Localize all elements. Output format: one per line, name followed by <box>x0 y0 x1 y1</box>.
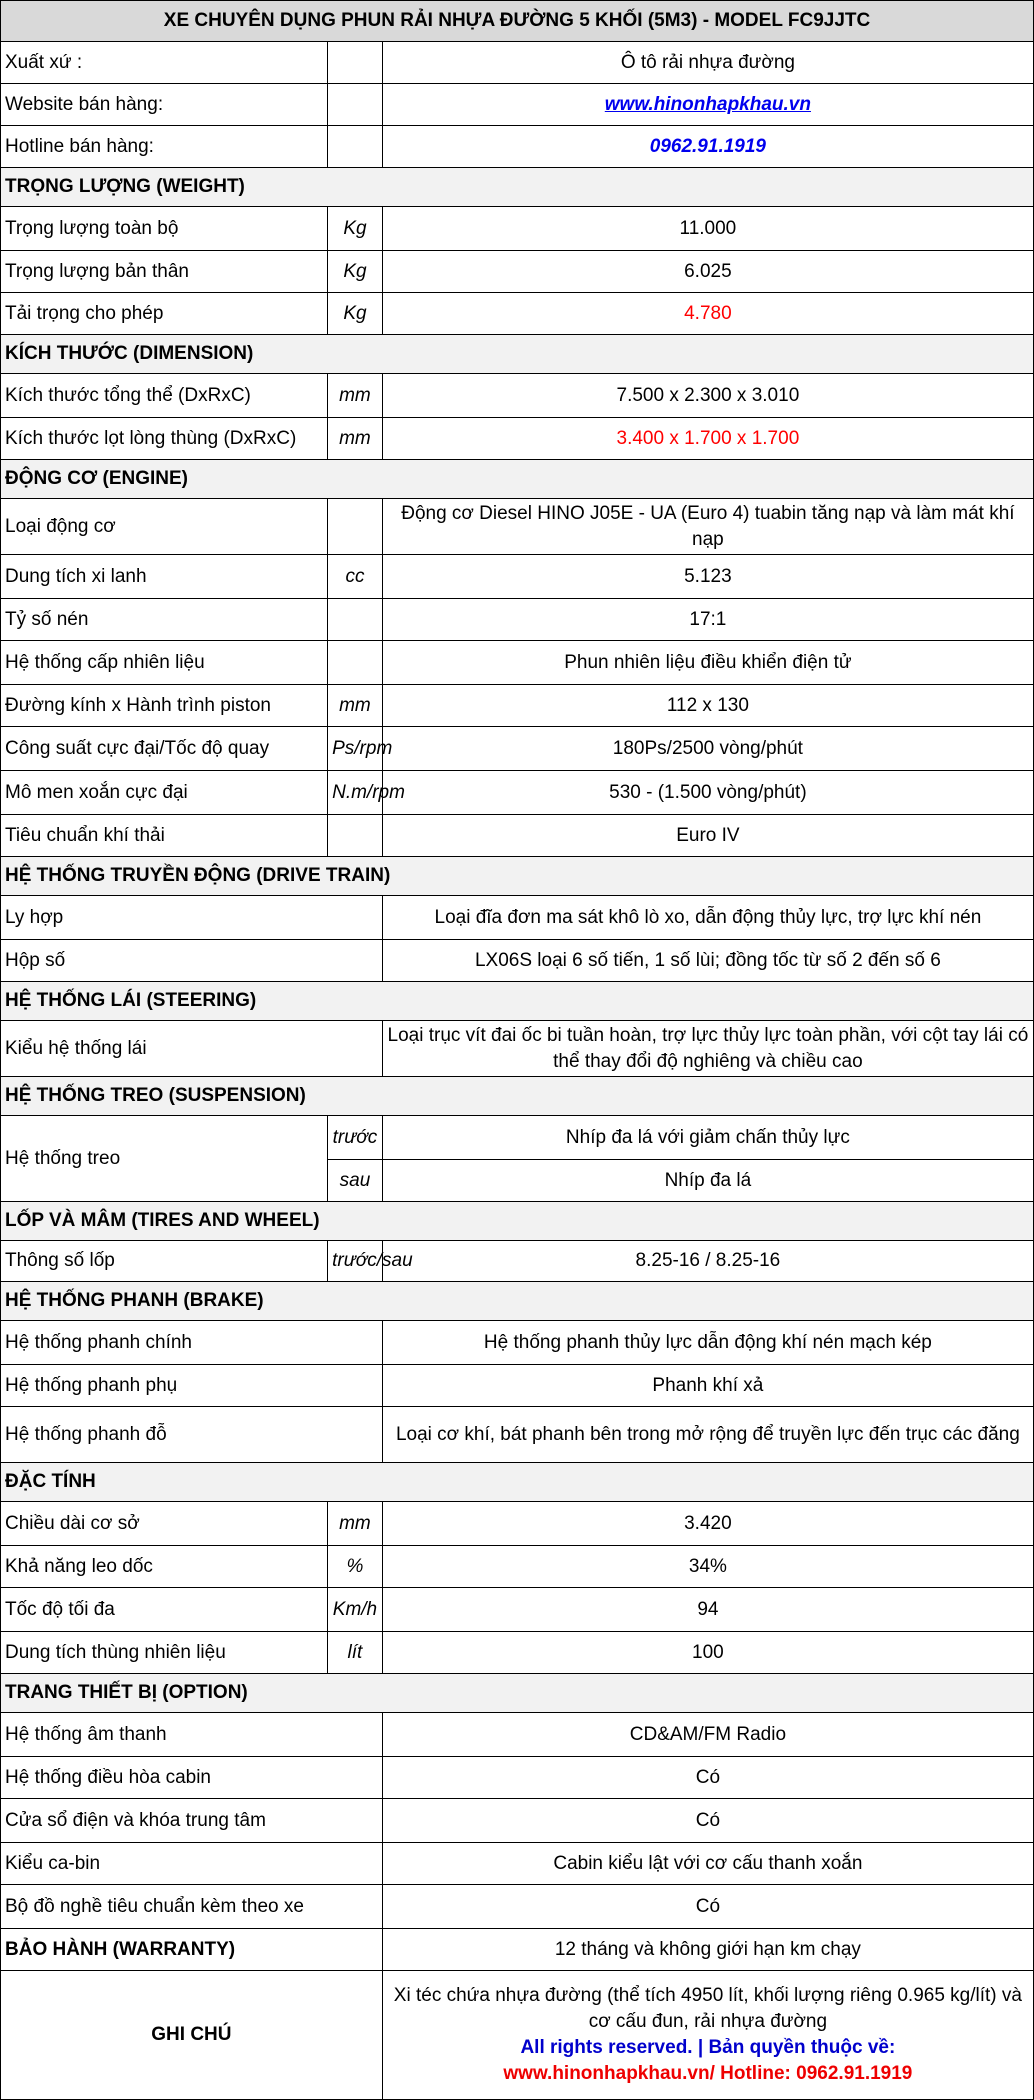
spec-label: Dung tích xi lanh <box>1 555 328 599</box>
origin-value: Ô tô rải nhựa đường <box>382 42 1033 84</box>
spec-label: Kích thước tổng thể (DxRxC) <box>1 374 328 418</box>
spec-value: 94 <box>382 1588 1033 1632</box>
spec-label: Ly hợp <box>1 896 383 940</box>
spec-unit: Kg <box>328 207 383 251</box>
spec-unit <box>328 599 383 641</box>
section-engine: ĐỘNG CƠ (ENGINE) <box>1 460 1034 499</box>
spec-unit: mm <box>328 685 383 727</box>
spec-unit: N.m/rpm <box>328 771 383 815</box>
spec-value: Hệ thống phanh thủy lực dẫn động khí nén mạch kép <box>382 1321 1033 1365</box>
spec-value: Có <box>382 1757 1033 1799</box>
spec-value: Phanh khí xả <box>382 1365 1033 1407</box>
spec-value: Euro IV <box>382 815 1033 857</box>
section-steering: HỆ THỐNG LÁI (STEERING) <box>1 982 1034 1021</box>
spec-unit: lít <box>328 1632 383 1674</box>
spec-unit <box>328 815 383 857</box>
spec-value: Phun nhiên liệu điều khiển điện tử <box>382 641 1033 685</box>
spec-label: Hộp số <box>1 940 383 982</box>
spec-value: 17:1 <box>382 599 1033 641</box>
spec-label: Trọng lượng bản thân <box>1 251 328 293</box>
spec-label: Loại động cơ <box>1 499 328 555</box>
spec-label: Hệ thống âm thanh <box>1 1713 383 1757</box>
spec-label: Hệ thống cấp nhiên liệu <box>1 641 328 685</box>
spec-value: CD&AM/FM Radio <box>382 1713 1033 1757</box>
hotline-unit <box>328 126 383 168</box>
spec-unit: mm <box>328 1502 383 1546</box>
section-suspension: HỆ THỐNG TREO (SUSPENSION) <box>1 1077 1034 1116</box>
spec-label: Công suất cực đại/Tốc độ quay <box>1 727 328 771</box>
spec-label: Kiểu ca-bin <box>1 1843 383 1885</box>
spec-label: Mô men xoắn cực đại <box>1 771 328 815</box>
section-options: TRANG THIẾT BỊ (OPTION) <box>1 1674 1034 1713</box>
website-label: Website bán hàng: <box>1 84 328 126</box>
spec-unit: Kg <box>328 293 383 335</box>
spec-label: Tiêu chuẩn khí thải <box>1 815 328 857</box>
section-drivetrain: HỆ THỐNG TRUYỀN ĐỘNG (DRIVE TRAIN) <box>1 857 1034 896</box>
spec-label: Đường kính x Hành trình piston <box>1 685 328 727</box>
spec-unit: Kg <box>328 251 383 293</box>
spec-value: 7.500 x 2.300 x 3.010 <box>382 374 1033 418</box>
spec-label: Khả năng leo dốc <box>1 1546 328 1588</box>
website-link[interactable]: www.hinonhapkhau.vn <box>604 93 811 115</box>
rights-text: All rights reserved. | Bản quyền thuộc về: <box>520 2037 896 2058</box>
spec-label: Hệ thống phanh chính <box>1 1321 383 1365</box>
spec-value: Động cơ Diesel HINO J05E - UA (Euro 4) tuabin tăng nạp và làm mát khí nạp <box>382 499 1033 555</box>
hotline-label: Hotline bán hàng: <box>1 126 328 168</box>
origin-unit <box>328 42 383 84</box>
spec-unit: Ps/rpm <box>328 727 383 771</box>
note-text: Xi téc chứa nhựa đường (thể tích 4950 lít, khối lượng riêng 0.965 kg/lít) và cơ cấu đun, rải nhựa đường <box>393 1985 1022 2032</box>
spec-value: 6.025 <box>382 251 1033 293</box>
spec-unit: mm <box>328 374 383 418</box>
spec-value: 112 x 130 <box>382 685 1033 727</box>
note-cell <box>382 1971 1033 2100</box>
origin-label: Xuất xứ : <box>1 42 328 84</box>
spec-unit: trước <box>328 1116 383 1160</box>
website-unit <box>328 84 383 126</box>
spec-value: Cabin kiểu lật với cơ cấu thanh xoắn <box>382 1843 1033 1885</box>
spec-value: 3.420 <box>382 1502 1033 1546</box>
hotline-value[interactable]: 0962.91.1919 <box>382 126 1033 168</box>
spec-unit: trước/sau <box>328 1241 383 1282</box>
spec-unit <box>328 499 383 555</box>
section-weight: TRỌNG LƯỢNG (WEIGHT) <box>1 168 1034 207</box>
spec-label: Kích thước lọt lòng thùng (DxRxC) <box>1 418 328 460</box>
section-tires: LỐP VÀ MÂM (TIRES AND WHEEL) <box>1 1202 1034 1241</box>
spec-label: Thông số lốp <box>1 1241 328 1282</box>
section-features: ĐẶC TÍNH <box>1 1463 1034 1502</box>
spec-value: Nhíp đa lá với giảm chấn thủy lực <box>382 1116 1033 1160</box>
spec-value: 180Ps/2500 vòng/phút <box>382 727 1033 771</box>
spec-label: Chiều dài cơ sở <box>1 1502 328 1546</box>
spec-label: Hệ thống phanh đỗ <box>1 1407 383 1463</box>
warranty-value: 12 tháng và không giới hạn km chạy <box>382 1929 1033 1971</box>
spec-value: 100 <box>382 1632 1033 1674</box>
spec-label: Cửa sổ điện và khóa trung tâm <box>1 1799 383 1843</box>
spec-label: Hệ thống treo <box>1 1116 328 1202</box>
spec-unit: Km/h <box>328 1588 383 1632</box>
spec-label: Tốc độ tối đa <box>1 1588 328 1632</box>
spec-unit: mm <box>328 418 383 460</box>
page-title: XE CHUYÊN DỤNG PHUN RẢI NHỰA ĐƯỜNG 5 KHỐI (5M3) - MODEL FC9JJTC <box>1 1 1034 42</box>
spec-label: Bộ đồ nghề tiêu chuẩn kèm theo xe <box>1 1885 383 1929</box>
spec-value: 11.000 <box>382 207 1033 251</box>
contact-text[interactable]: www.hinonhapkhau.vn/ Hotline: 0962.91.1919 <box>503 2063 913 2084</box>
spec-value: Nhíp đa lá <box>382 1160 1033 1202</box>
section-brake: HỆ THỐNG PHANH (BRAKE) <box>1 1282 1034 1321</box>
spec-label: Hệ thống phanh phụ <box>1 1365 383 1407</box>
spec-label: Tải trọng cho phép <box>1 293 328 335</box>
spec-unit: % <box>328 1546 383 1588</box>
payload-value: 4.780 <box>382 293 1033 335</box>
spec-label: Trọng lượng toàn bộ <box>1 207 328 251</box>
spec-label: Dung tích thùng nhiên liệu <box>1 1632 328 1674</box>
spec-unit: cc <box>328 555 383 599</box>
spec-value: Có <box>382 1799 1033 1843</box>
spec-value: 5.123 <box>382 555 1033 599</box>
note-label: GHI CHÚ <box>1 1971 383 2100</box>
spec-unit <box>328 641 383 685</box>
spec-value: Loại đĩa đơn ma sát khô lò xo, dẫn động thủy lực, trợ lực khí nén <box>382 896 1033 940</box>
spec-unit: sau <box>328 1160 383 1202</box>
spec-value: Loại trục vít đai ốc bi tuần hoàn, trợ lực thủy lực toàn phần, với cột tay lái có thể thay đổi độ nghiêng và chiều cao <box>382 1021 1033 1077</box>
spec-value: Loại cơ khí, bát phanh bên trong mở rộng để truyền lực đến trục các đăng <box>382 1407 1033 1463</box>
section-dimension: KÍCH THƯỚC (DIMENSION) <box>1 335 1034 374</box>
website-cell <box>382 84 1033 126</box>
spec-value: 34% <box>382 1546 1033 1588</box>
spec-label: Tỷ số nén <box>1 599 328 641</box>
spec-label: Kiểu hệ thống lái <box>1 1021 383 1077</box>
box-dimension-value: 3.400 x 1.700 x 1.700 <box>382 418 1033 460</box>
spec-value: LX06S loại 6 số tiến, 1 số lùi; đồng tốc từ số 2 đến số 6 <box>382 940 1033 982</box>
spec-value: 8.25-16 / 8.25-16 <box>382 1241 1033 1282</box>
warranty-label: BẢO HÀNH (WARRANTY) <box>1 1929 383 1971</box>
spec-label: Hệ thống điều hòa cabin <box>1 1757 383 1799</box>
spec-value: 530 - (1.500 vòng/phút) <box>382 771 1033 815</box>
spec-value: Có <box>382 1885 1033 1929</box>
